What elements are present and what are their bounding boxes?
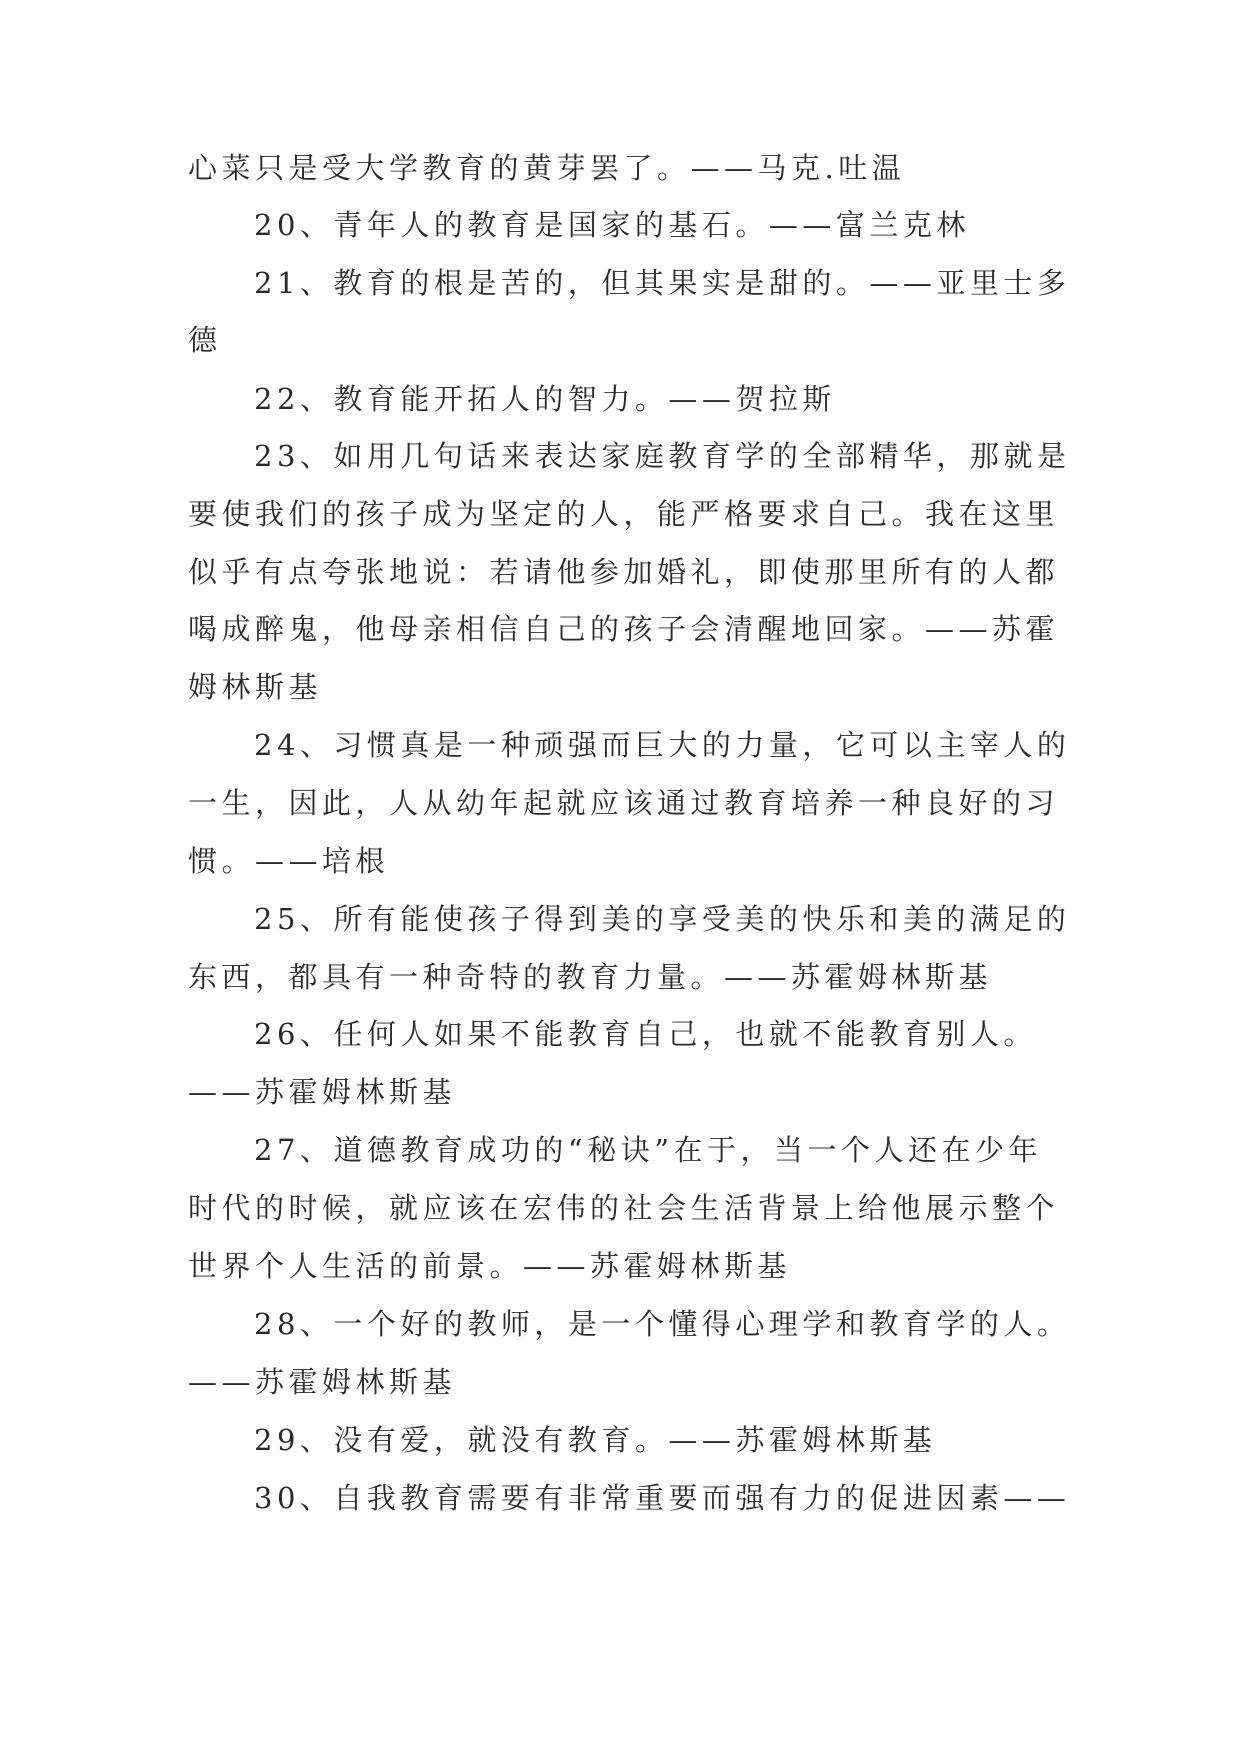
text-line: 喝成醉鬼，他母亲相信自己的孩子会清醒地回家。——苏霍: [188, 612, 1060, 646]
quote-20: 20、青年人的教育是国家的基石。——富兰克林: [254, 208, 970, 242]
text-line: 似乎有点夸张地说：若请他参加婚礼，即使那里所有的人都: [188, 555, 1060, 589]
quote-24: 24、习惯真是一种顽强而巨大的力量，它可以主宰人的: [254, 728, 1071, 762]
quote-23: 23、如用几句话来表达家庭教育学的全部精华，那就是: [254, 439, 1071, 473]
text-line: 心菜只是受大学教育的黄芽罢了。——马克.吐温: [188, 151, 906, 185]
text-line: 时代的时候，就应该在宏伟的社会生活背景上给他展示整个: [188, 1191, 1060, 1225]
text-line: 惯。——培根: [188, 844, 390, 878]
text-line: ——苏霍姆林斯基: [188, 1365, 457, 1399]
text-line: 东西，都具有一种奇特的教育力量。——苏霍姆林斯基: [188, 960, 993, 994]
quote-26: 26、任何人如果不能教育自己，也就不能教育别人。: [254, 1017, 1037, 1051]
text-line: ——苏霍姆林斯基: [188, 1075, 457, 1109]
quote-21: 21、教育的根是苦的，但其果实是甜的。——亚里士多: [254, 266, 1071, 300]
text-line: 一生，因此，人从幼年起就应该通过教育培养一种良好的习: [188, 786, 1060, 820]
quote-29: 29、没有爱，就没有教育。——苏霍姆林斯基: [254, 1423, 937, 1457]
quote-28: 28、一个好的教师，是一个懂得心理学和教育学的人。: [254, 1307, 1071, 1341]
text-line: 姆林斯基: [188, 670, 323, 704]
text-line: 世界个人生活的前景。——苏霍姆林斯基: [188, 1249, 792, 1283]
quote-22: 22、教育能开拓人的智力。——贺拉斯: [254, 382, 836, 416]
quote-27: 27、道德教育成功的“秘诀”在于，当一个人还在少年: [254, 1133, 1043, 1167]
quote-30: 30、自我教育需要有非常重要而强有力的促进因素——: [254, 1481, 1071, 1515]
text-line: 要使我们的孩子成为坚定的人，能严格要求自己。我在这里: [188, 497, 1060, 531]
text-line: 德: [188, 323, 222, 357]
quote-25: 25、所有能使孩子得到美的享受美的快乐和美的满足的: [254, 902, 1071, 936]
